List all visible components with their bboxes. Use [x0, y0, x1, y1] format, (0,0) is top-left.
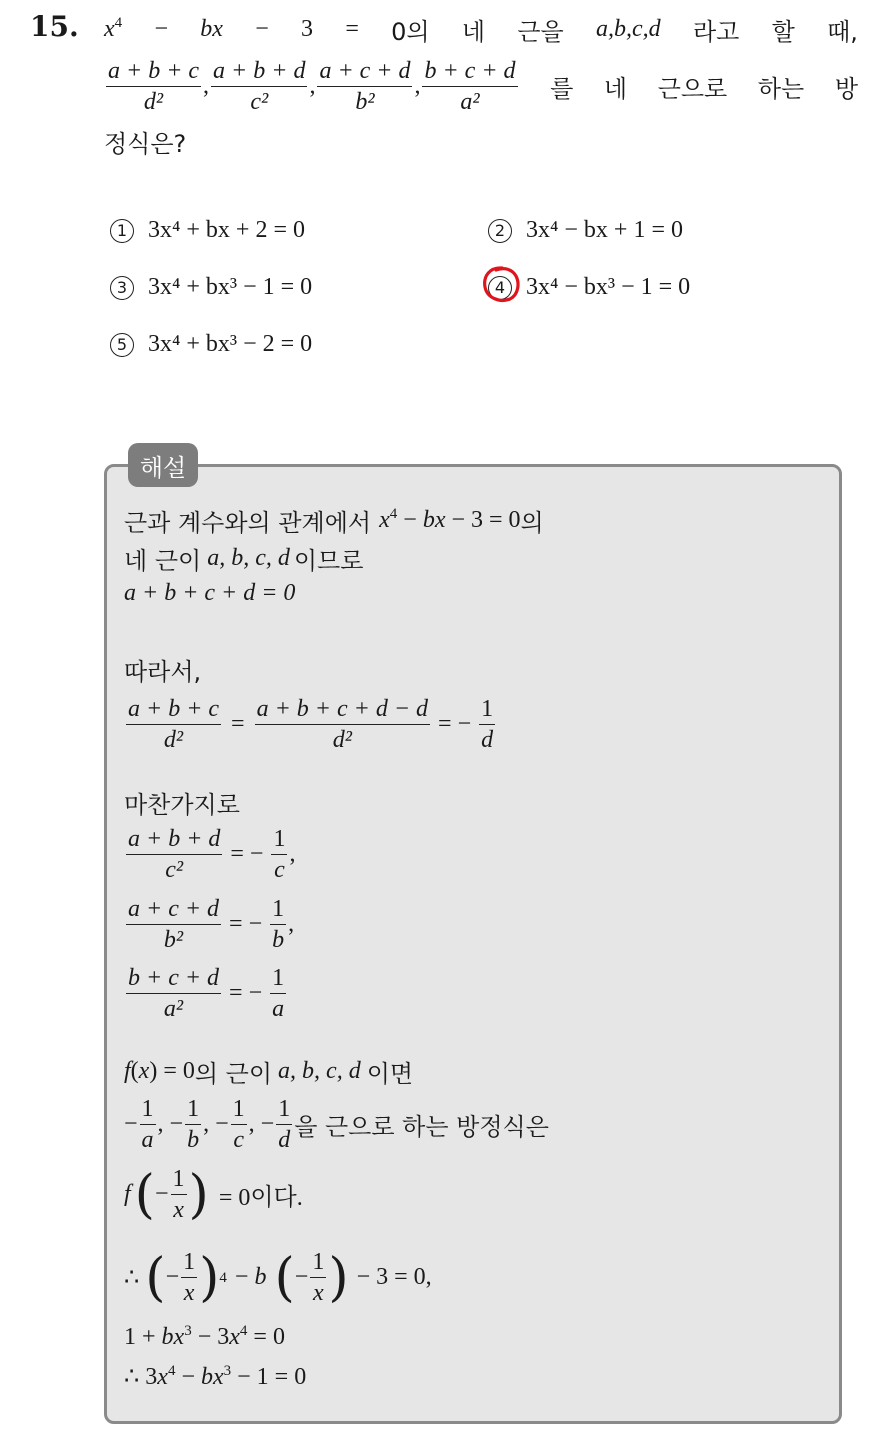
choice-text: 3x⁴ + bx³ − 1 = 0 — [148, 274, 313, 300]
q-token: − — [255, 16, 269, 42]
exp-eq1: $\frac{a + b + c}{\text{d²}}$ = $\frac{a + b + c + d - d}{\text{d²}}$ = − $\frac{1}{d}$ — [128, 696, 494, 753]
q-token: 3 — [301, 16, 314, 42]
choice-number: 4 — [488, 276, 512, 300]
q-token: 할 — [771, 18, 795, 46]
q-token: bx — [200, 16, 223, 42]
exp-line-3: a + b + c + d = 0 — [124, 580, 296, 606]
question-line-3: 정식은? — [104, 130, 187, 158]
choice-number: 2 — [488, 219, 512, 243]
q-token: 하는 — [757, 75, 805, 103]
exp-fx-line: f(x) = 0 의 근이 a, b, c, d 이면 — [124, 1058, 414, 1088]
question-fraction: $\frac{a + b + c}{\text{d²}}$ — [108, 58, 200, 115]
choice-2[interactable] — [488, 217, 683, 244]
exp-poly-2: ∴ $3x^4 - bx^3 - 1 = 0$ — [124, 1363, 307, 1390]
exp-reciprocals: − $\frac{1}{a}$ , − $\frac{1}{b}$ , − $\frac{1}{c}$ , − $\frac{1}{d}$ 을 근으로 하는 방정식은 — [124, 1096, 549, 1153]
q-token: 라고 — [692, 18, 740, 46]
q-token: 네 — [603, 75, 628, 103]
choice-text: 3x⁴ − bx + 1 = 0 — [526, 217, 683, 243]
choice-number: 1 — [110, 219, 134, 243]
choice-3[interactable] — [110, 274, 312, 301]
question-fraction: $\frac{b + c + d}{\text{a²}}$ — [424, 58, 516, 115]
choice-number: 3 — [110, 276, 134, 300]
question-fraction: $\frac{a + b + d}{\text{c²}}$ — [213, 58, 306, 115]
exp-eq3: $\frac{a + c + d}{\text{b²}}$ = − $\frac{1}{b}$ , — [128, 896, 295, 953]
exp-line-2: 네 근이 a, b, c, d 이므로 — [124, 545, 364, 575]
exp-poly-1: $1 + bx^3 - 3x^4 = 0$ — [124, 1323, 285, 1350]
q-token: 근을 — [517, 18, 564, 46]
exp-likewise: 마찬가지로 — [124, 791, 240, 819]
exp-line-1: 근과 계수와의 관계에서 $x^4$ − bx − 3 = 0 의 — [124, 506, 544, 537]
choice-1[interactable] — [110, 217, 305, 244]
q-token: = — [345, 16, 359, 42]
choice-text: 3x⁴ − bx³ − 1 = 0 — [526, 274, 691, 300]
question-fraction: $\frac{a + c + d}{\text{b²}}$ — [319, 58, 411, 115]
exp-therefore: 따라서, — [124, 658, 202, 686]
exp-eq2: $\frac{a + b + d}{\text{c²}}$ = − $\frac{1}{c}$ , — [128, 826, 296, 883]
choice-text: 3x⁴ + bx + 2 = 0 — [148, 217, 305, 243]
q-token: $x^4$ — [104, 15, 123, 42]
q-token: 때, — [827, 18, 858, 46]
choice-text: 3x⁴ + bx³ − 2 = 0 — [148, 331, 313, 357]
q-token: − — [154, 16, 168, 42]
explanation-tab: 해설 — [128, 443, 198, 487]
question-line-1 — [104, 12, 858, 47]
exp-f-line: f ( − $\frac{1}{x}$ ) = 0이다. — [124, 1164, 303, 1225]
q-token: 네 — [461, 18, 486, 46]
answer-circle-mark-icon — [480, 264, 522, 306]
choice-5[interactable] — [110, 331, 312, 358]
question-number: 15. — [30, 10, 79, 43]
q-token: 0의 — [391, 18, 430, 46]
q-token: 방 — [834, 75, 858, 103]
choice-number: 5 — [110, 333, 134, 357]
q-token: 근으로 — [657, 75, 728, 103]
exp-substitution: ∴ ( − $\frac{1}{x}$ ) 4 − b ( − $\frac{1}{x}$ ) − 3 = 0, — [124, 1247, 432, 1308]
q-token: 를 — [550, 75, 574, 103]
question-line-2: $\frac{a + b + c}{\text{d²}}$ , $\frac{a + b + d}{\text{c²}}$ , $\frac{a + c + d}{\text{b²}}$ , $\frac{b + c + d}{\text{a²}}$ 를 네 근으로 하는 방 — [108, 58, 858, 115]
exp-eq4: $\frac{b + c + d}{\text{a²}}$ = − $\frac{1}{a}$ — [128, 965, 285, 1022]
q-token: a,b,c,d — [596, 16, 661, 42]
